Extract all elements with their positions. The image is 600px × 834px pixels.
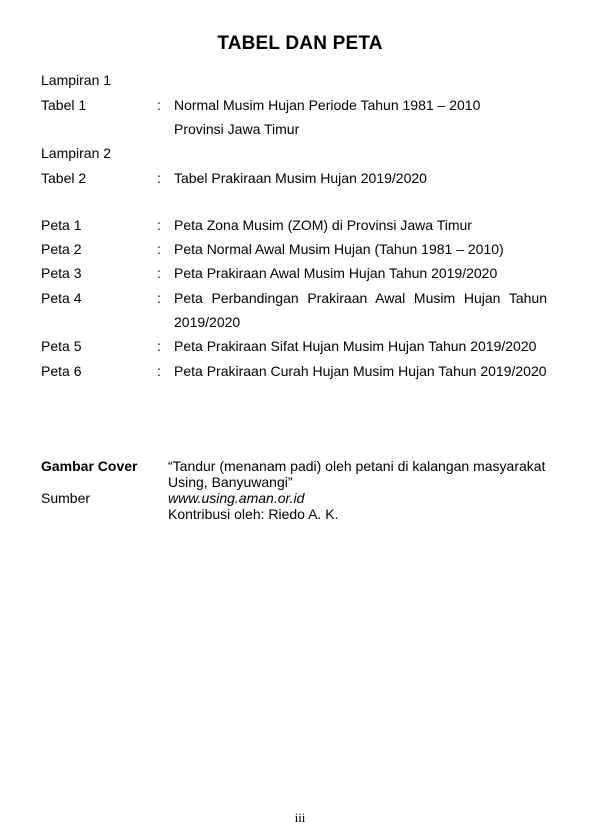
peta-6-description: Peta Prakiraan Curah Hujan Musim Hujan Tahun 2019/2020 [174, 363, 547, 379]
peta-4-label: Peta 4 [41, 290, 82, 306]
cover-caption-line-2: Using, Banyuwangi” [168, 474, 293, 490]
peta-3-description: Peta Prakiraan Awal Musim Hujan Tahun 2019/2020 [174, 265, 498, 281]
lampiran-1-label: Lampiran 1 [41, 72, 112, 88]
tabel-2-label: Tabel 2 [41, 170, 87, 186]
separator-colon: : [157, 338, 161, 354]
peta-5-label: Peta 5 [41, 338, 82, 354]
peta-2-label: Peta 2 [41, 241, 82, 257]
source-url: www.using.aman.or.id [168, 490, 305, 506]
tabel-1-label: Tabel 1 [41, 97, 87, 113]
tabel-1-description-line-2: Provinsi Jawa Timur [174, 121, 300, 137]
separator-colon: : [157, 363, 161, 379]
separator-colon: : [157, 97, 161, 113]
separator-colon: : [157, 290, 161, 306]
peta-1-label: Peta 1 [41, 217, 82, 233]
cover-caption-line-1: “Tandur (menanam padi) oleh petani di kalangan masyarakat [168, 458, 546, 474]
tabel-1-description: Normal Musim Hujan Periode Tahun 1981 – 2010 [174, 97, 481, 113]
contribution-credit: Kontribusi oleh: Riedo A. K. [168, 506, 339, 522]
separator-colon: : [157, 170, 161, 186]
source-details [168, 490, 558, 522]
tabel-2-description: Tabel Prakiraan Musim Hujan 2019/2020 [174, 170, 427, 186]
cover-label: Gambar Cover [41, 458, 138, 474]
peta-3-label: Peta 3 [41, 265, 82, 281]
separator-colon: : [157, 265, 161, 281]
source-label: Sumber [41, 490, 91, 506]
peta-6-label: Peta 6 [41, 363, 82, 379]
page-number: iii [294, 810, 306, 825]
separator-colon: : [157, 217, 161, 233]
page-title: TABEL DAN PETA [217, 33, 383, 54]
separator-colon: : [157, 241, 161, 257]
lampiran-2-label: Lampiran 2 [41, 145, 112, 161]
peta-5-description: Peta Prakiraan Sifat Hujan Musim Hujan Tahun 2019/2020 [174, 338, 537, 354]
cover-caption [168, 458, 558, 490]
peta-2-description: Peta Normal Awal Musim Hujan (Tahun 1981 – 2010) [174, 241, 504, 257]
peta-4-description-line-2: 2019/2020 [174, 314, 241, 330]
peta-1-description: Peta Zona Musim (ZOM) di Provinsi Jawa Timur [174, 217, 472, 233]
peta-4-description: Peta Perbandingan Prakiraan Awal Musim Hujan Tahun [174, 290, 547, 306]
